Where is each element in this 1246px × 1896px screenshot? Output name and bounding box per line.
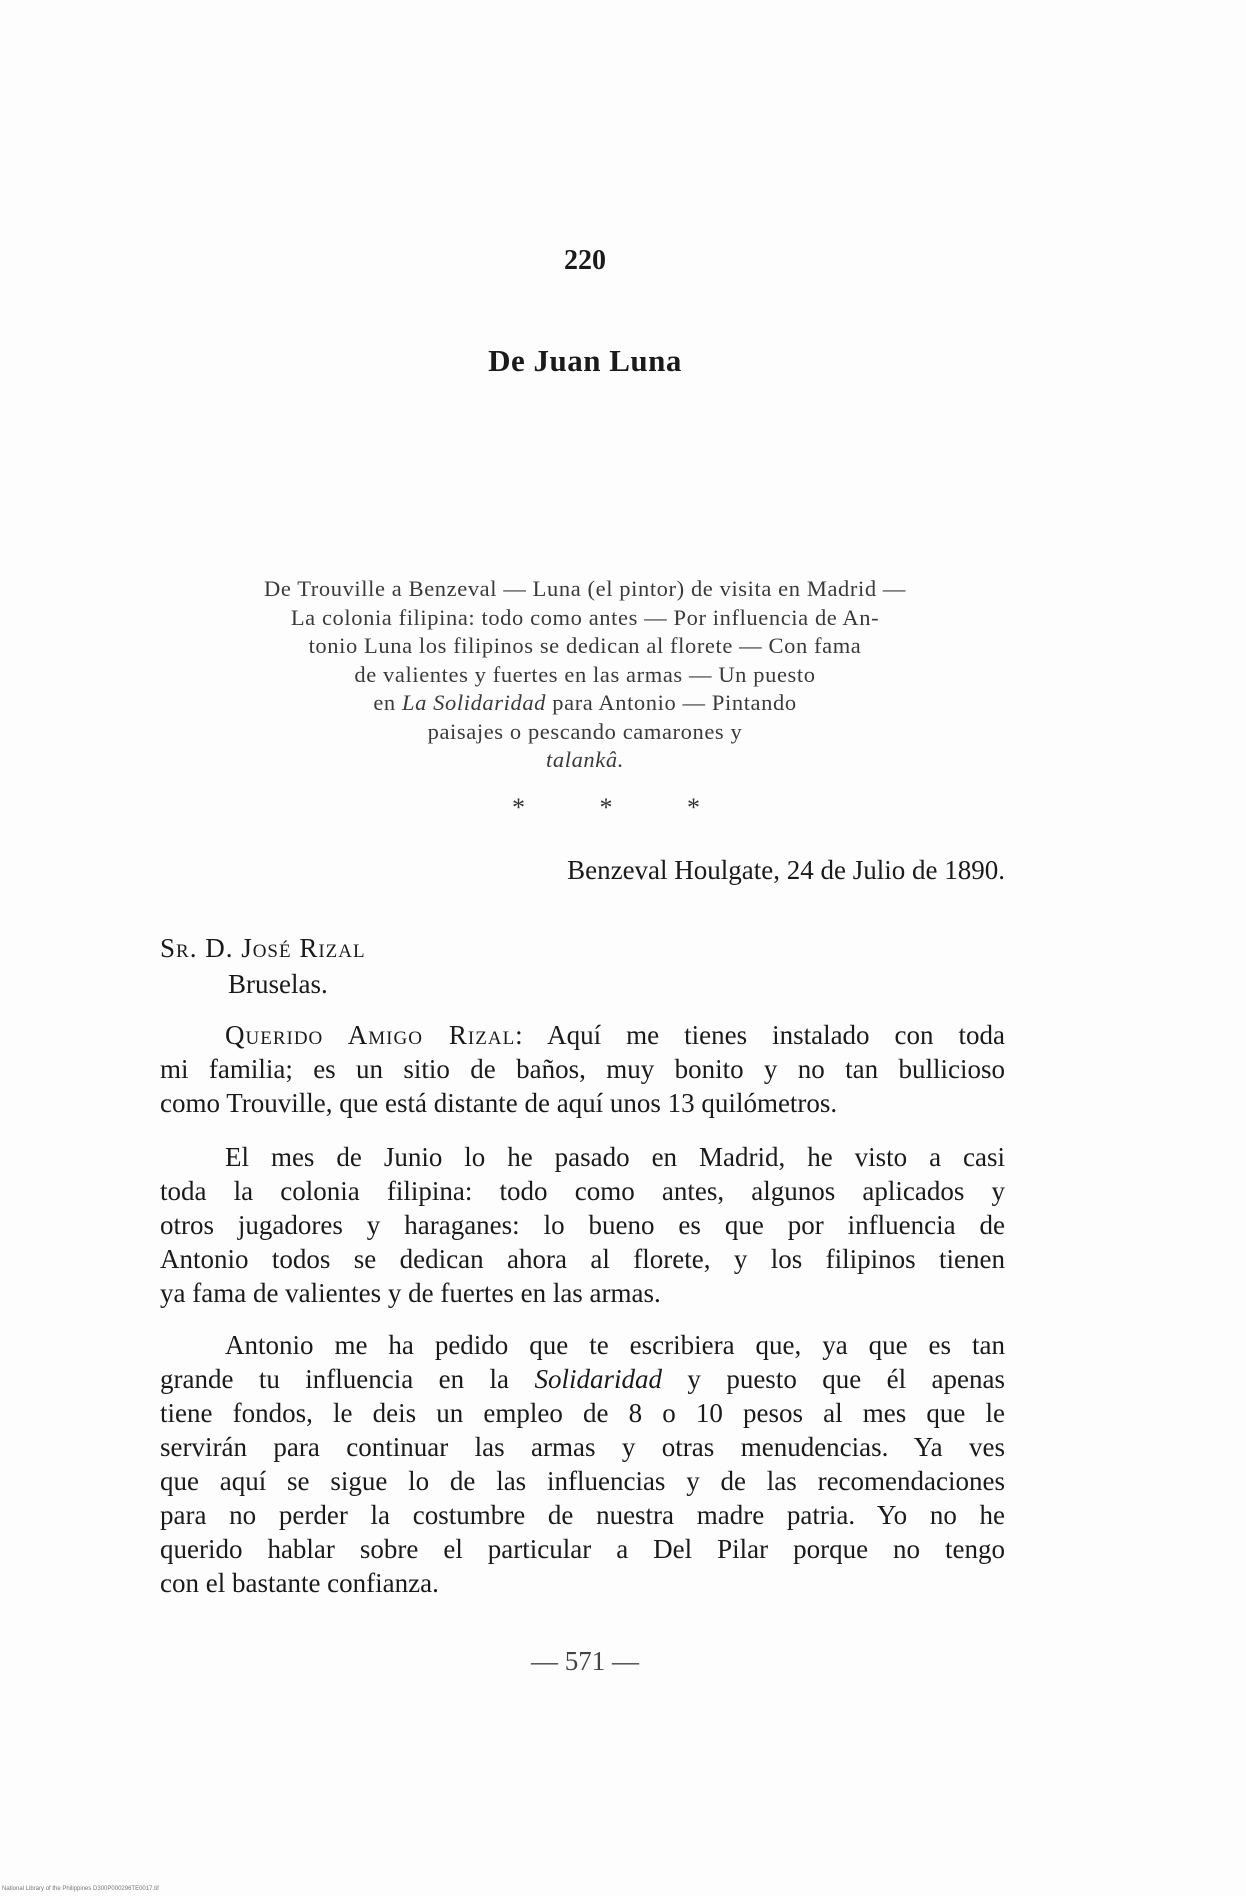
paragraph-line: querido hablar sobre el particular a Del Pilar porque no tengo — [160, 1534, 1005, 1564]
paragraph-2 — [160, 1140, 1005, 1310]
summary-line — [155, 746, 1015, 775]
letter-number: 220 — [564, 245, 606, 276]
paragraph-text: Aquí me tienes instalado con toda — [547, 1020, 1005, 1050]
paragraph-line — [160, 1018, 1005, 1052]
summary-line — [155, 689, 1015, 718]
page-number: — 571 — — [531, 1646, 639, 1676]
summary-text: para Antonio — Pintando — [552, 690, 797, 715]
paragraph-line: como Trouville, que está distante de aquí unos 13 quilómetros. — [160, 1088, 838, 1118]
paragraph-line: Antonio me ha pedido que te escribiera que, ya que es tan — [225, 1330, 1005, 1360]
paragraph-line: Antonio todos se dedican ahora al florete, y los filipinos tienen — [160, 1244, 1005, 1274]
paragraph-text: y puesto que él apenas — [687, 1364, 1005, 1394]
paragraph-line: toda la colonia filipina: todo como antes, algunos aplicados y — [160, 1176, 1005, 1206]
paragraph-line — [160, 1362, 1005, 1396]
recipient-city: Bruselas. — [228, 969, 328, 999]
greeting: Querido Amigo Rizal: — [225, 1020, 524, 1050]
paragraph-line: con el bastante confianza. — [160, 1568, 439, 1598]
summary-line: La colonia filipina: todo como antes — Por influencia de An- — [290, 604, 880, 630]
paragraph-line: mi familia; es un sitio de baños, muy bonito y no tan bullicioso — [160, 1054, 1005, 1084]
letter-summary — [155, 575, 1015, 775]
paragraph-text: grande tu influencia en la — [160, 1364, 510, 1394]
summary-italic-text: talankâ. — [546, 747, 624, 772]
paragraph-line: ya fama de valientes y de fuertes en las armas. — [160, 1278, 661, 1308]
summary-line: tonio Luna los filipinos se dedican al florete — Con fama — [308, 633, 862, 658]
summary-line: paisajes o pescando camarones y — [427, 718, 743, 744]
scan-footer: National Library of the Philippines D300P000296TE0017.tif — [2, 1886, 159, 1892]
summary-text: en — [373, 690, 396, 715]
paragraph-3 — [160, 1328, 1005, 1600]
paragraph-line: que aquí se sigue lo de las influencias y de las recomendaciones — [160, 1466, 1005, 1496]
salutation — [160, 930, 366, 1002]
paragraph-line: para no perder la costumbre de nuestra madre patria. Yo no he — [160, 1500, 1005, 1530]
paragraph-line: servirán para continuar las armas y otras menudencias. Ya ves — [160, 1432, 1005, 1462]
paragraph-line: otros jugadores y haraganes: lo bueno es que por influencia de — [160, 1210, 1005, 1240]
summary-italic-text: La Solidaridad — [401, 690, 547, 715]
summary-line: De Trouville a Benzeval — Luna (el pintor) de visita en Madrid — — [263, 576, 906, 601]
section-separator: * * * — [512, 793, 734, 822]
paragraph-line: El mes de Junio lo he pasado en Madrid, he visto a casi — [225, 1142, 1005, 1172]
summary-line: de valientes y fuertes en las armas — Un puesto — [354, 661, 816, 687]
paragraph-line: tiene fondos, le deis un empleo de 8 o 10 pesos al mes que le — [160, 1398, 1005, 1428]
paragraph-1 — [160, 1018, 1005, 1120]
dateline: Benzeval Houlgate, 24 de Julio de 1890. — [567, 855, 1005, 885]
paragraph-italic-text: Solidaridad — [534, 1364, 662, 1394]
letter-title: De Juan Luna — [488, 343, 682, 378]
recipient-name: Sr. D. José Rizal — [160, 933, 366, 963]
